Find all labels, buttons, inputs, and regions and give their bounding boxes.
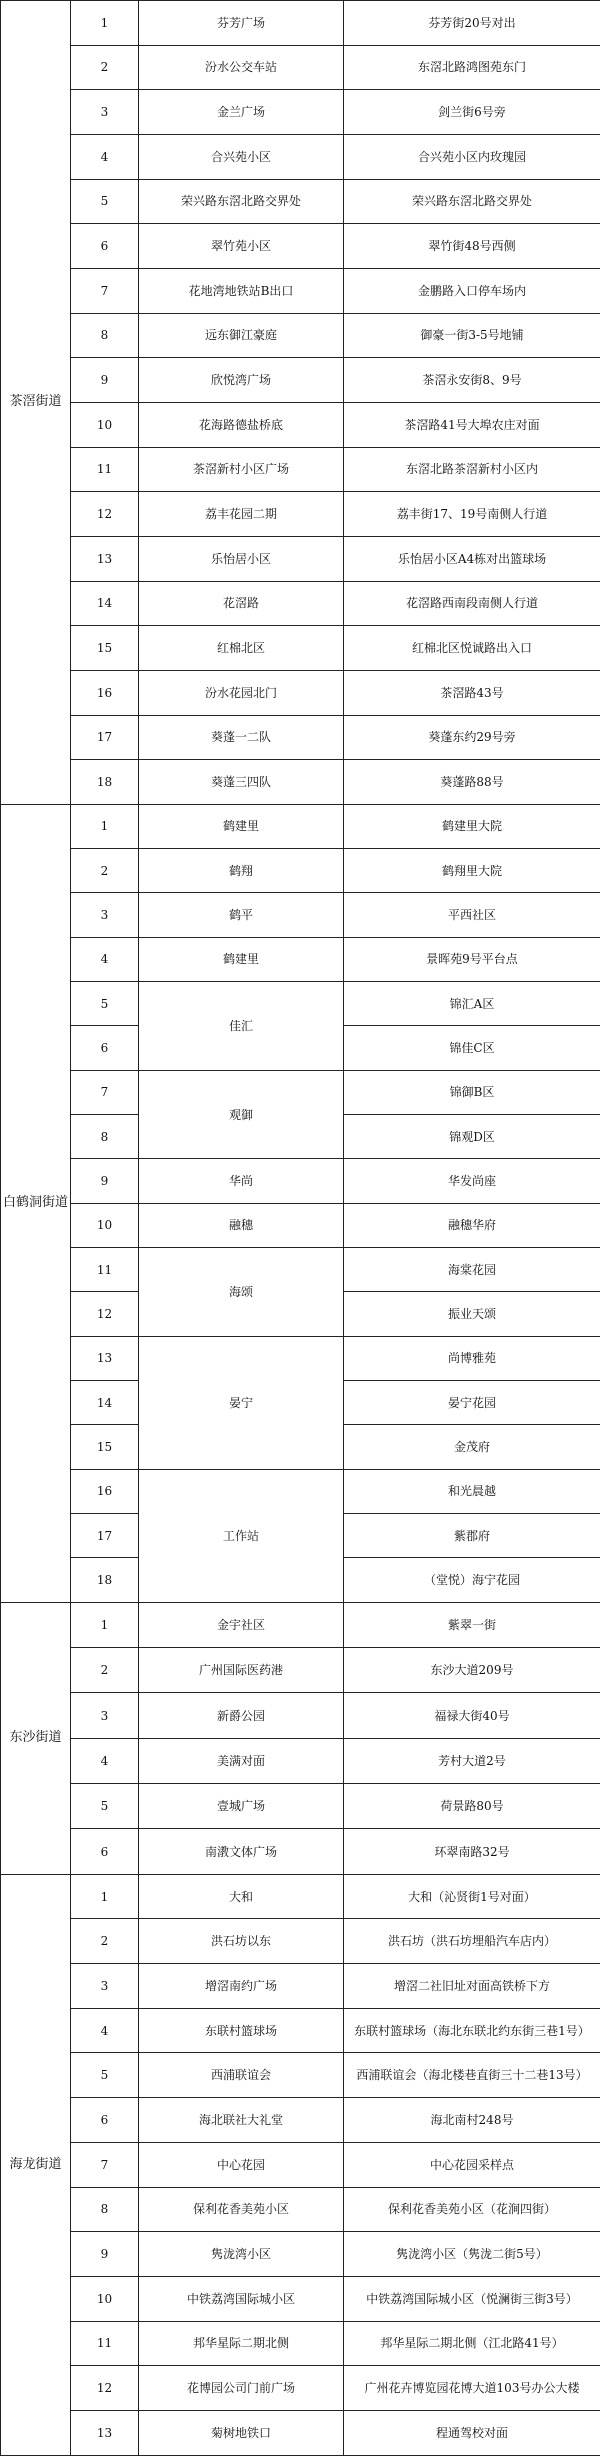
row-number-cell: 3 [71,1693,139,1738]
sampling-site-cell: 中铁荔湾国际城小区 [139,2276,344,2321]
table-row [1,2053,600,2098]
sampling-site-cell: 红棉北区 [139,626,344,671]
table-row [1,492,600,537]
row-number-cell: 8 [71,2187,139,2232]
row-number-cell: 7 [71,1070,139,1114]
table-row [1,670,600,715]
address-cell: 鹤翔里大院 [344,849,600,893]
table-row [1,937,600,981]
sampling-site-cell: 佳汇 [139,982,344,1071]
table-row [1,1602,600,1647]
row-number-cell: 16 [71,1469,139,1513]
row-number-cell: 2 [71,1919,139,1964]
address-cell: 华发尚座 [344,1159,600,1203]
address-cell: 芳村大道2号 [344,1738,600,1783]
row-number-cell: 5 [71,1784,139,1829]
address-cell: 御豪一街3-5号地铺 [344,313,600,358]
row-number-cell: 3 [71,90,139,135]
row-number-cell: 5 [71,179,139,224]
row-number-cell: 6 [71,1026,139,1070]
row-number-cell: 6 [71,1829,139,1874]
table-row [1,1159,600,1203]
table-row [1,1829,600,1874]
sampling-site-cell: 茶滘新村小区广场 [139,447,344,492]
address-cell: 东滘北路鸿图苑东门 [344,45,600,90]
address-cell: 合兴苑小区内玫瑰园 [344,134,600,179]
address-cell: 尚博雅苑 [344,1336,600,1380]
row-number-cell: 13 [71,536,139,581]
row-number-cell: 16 [71,670,139,715]
row-number-cell: 3 [71,1964,139,2009]
row-number-cell: 4 [71,2008,139,2053]
address-cell: 东联村篮球场（海北东联北约东街三巷1号） [344,2008,600,2053]
sampling-site-cell: 菊树地铁口 [139,2410,344,2455]
row-number-cell: 9 [71,358,139,403]
row-number-cell: 1 [71,1874,139,1919]
row-number-cell: 9 [71,2232,139,2277]
address-cell: 东滘北路茶滘新村小区内 [344,447,600,492]
address-cell: 花滘路西南段南侧人行道 [344,581,600,626]
street-name-cell: 白鹤洞街道 [1,804,71,1602]
address-cell: 荷景路80号 [344,1784,600,1829]
sampling-site-cell: 合兴苑小区 [139,134,344,179]
sampling-site-cell: 新爵公园 [139,1693,344,1738]
sampling-site-cell: 中心花园 [139,2142,344,2187]
table-row [1,1203,600,1247]
row-number-cell: 6 [71,224,139,269]
sampling-site-cell: 荔丰花园二期 [139,492,344,537]
row-number-cell: 8 [71,313,139,358]
address-cell: 锦观D区 [344,1115,600,1159]
sampling-site-cell: 欣悦湾广场 [139,358,344,403]
sampling-site-cell: 鹤建里 [139,937,344,981]
table-row [1,1874,600,1919]
row-number-cell: 10 [71,2276,139,2321]
table-row [1,402,600,447]
table-body [1,1,600,2456]
sampling-site-cell: 晏宁 [139,1336,344,1469]
row-number-cell: 14 [71,581,139,626]
sampling-site-cell: 南漖文体广场 [139,1829,344,1874]
row-number-cell: 2 [71,45,139,90]
address-cell: 金鹏路入口停车场内 [344,268,600,313]
row-number-cell: 12 [71,1292,139,1336]
address-cell: 葵蓬东约29号旁 [344,715,600,760]
table-row [1,1469,600,1513]
address-cell: 福禄大街40号 [344,1693,600,1738]
address-cell: 红棉北区悦诚路出入口 [344,626,600,671]
sampling-site-cell: 葵蓬一二队 [139,715,344,760]
address-cell: 增滘二社旧址对面高铁桥下方 [344,1964,600,2009]
address-cell: 中铁荔湾国际城小区（悦澜街三街3号） [344,2276,600,2321]
address-cell: 乐怡居小区A4栋对出篮球场 [344,536,600,581]
row-number-cell: 3 [71,893,139,937]
street-name-cell: 东沙街道 [1,1602,71,1874]
sampling-site-cell: 美满对面 [139,1738,344,1783]
address-cell: 茶滘路41号大埠农庄对面 [344,402,600,447]
address-cell: 鹤建里大院 [344,804,600,848]
address-cell: 景晖苑9号平台点 [344,937,600,981]
row-number-cell: 4 [71,134,139,179]
table-row [1,134,600,179]
address-cell: 洪石坊（洪石坊埋船汽车店内） [344,1919,600,1964]
table-row [1,2008,600,2053]
sampling-site-cell: 海颂 [139,1248,344,1337]
table-row [1,1964,600,2009]
sampling-site-cell: 壹城广场 [139,1784,344,1829]
address-cell: 葵蓬路88号 [344,760,600,805]
table-row [1,626,600,671]
row-number-cell: 10 [71,402,139,447]
row-number-cell: 12 [71,492,139,537]
row-number-cell: 11 [71,2321,139,2366]
sampling-site-cell: 鹤建里 [139,804,344,848]
sampling-site-cell: 花海路德盐桥底 [139,402,344,447]
row-number-cell: 5 [71,2053,139,2098]
sampling-site-cell: 花博园公司门前广场 [139,2366,344,2411]
table-row [1,1648,600,1693]
sampling-site-cell: 海北联社大礼堂 [139,2098,344,2143]
address-cell: 海棠花园 [344,1248,600,1292]
row-number-cell: 17 [71,1514,139,1558]
table-row [1,1919,600,1964]
address-cell: 金茂府 [344,1425,600,1469]
address-cell: 西浦联谊会（海北楼巷直街三十二巷13号） [344,2053,600,2098]
address-cell: 程通驾校对面 [344,2410,600,2455]
address-cell: 锦佳C区 [344,1026,600,1070]
table-row [1,849,600,893]
address-cell: 荣兴路东滘北路交界处 [344,179,600,224]
row-number-cell: 11 [71,1248,139,1292]
table-row [1,1784,600,1829]
address-cell: 海北南村248号 [344,2098,600,2143]
address-cell: 东沙大道209号 [344,1648,600,1693]
sampling-site-cell: 汾水花园北门 [139,670,344,715]
address-cell: 紫翠一街 [344,1602,600,1647]
table-row [1,982,600,1026]
sampling-site-cell: 西浦联谊会 [139,2053,344,2098]
sampling-site-cell: 金宇社区 [139,1602,344,1647]
table-row [1,45,600,90]
sampling-site-cell: 鹤平 [139,893,344,937]
row-number-cell: 5 [71,982,139,1026]
address-cell: 广州花卉博览园花博大道103号办公大楼 [344,2366,600,2411]
sampling-site-cell: 金兰广场 [139,90,344,135]
table-row [1,893,600,937]
sampling-site-cell: 大和 [139,1874,344,1919]
row-number-cell: 1 [71,1602,139,1647]
sampling-site-cell: 保利花香美苑小区 [139,2187,344,2232]
sampling-site-cell: 鹤翔 [139,849,344,893]
address-cell: 邦华星际二期北侧（江北路41号） [344,2321,600,2366]
table-row [1,358,600,403]
sampling-site-cell: 隽泷湾小区 [139,2232,344,2277]
sampling-site-cell: 增滘南约广场 [139,1964,344,2009]
street-name-cell: 茶滘街道 [1,1,71,805]
table-row [1,2366,600,2411]
address-cell: 晏宁花园 [344,1381,600,1425]
sampling-site-cell: 华尚 [139,1159,344,1203]
address-cell: 大和（沁贤街1号对面） [344,1874,600,1919]
table-row [1,1248,600,1292]
row-number-cell: 14 [71,1381,139,1425]
address-cell: 剑兰街6号旁 [344,90,600,135]
row-number-cell: 1 [71,1,139,46]
table-row [1,760,600,805]
row-number-cell: 9 [71,1159,139,1203]
sampling-site-cell: 花滘路 [139,581,344,626]
address-cell: 隽泷湾小区（隽泷二街5号） [344,2232,600,2277]
row-number-cell: 7 [71,268,139,313]
row-number-cell: 8 [71,1115,139,1159]
table-row [1,224,600,269]
row-number-cell: 17 [71,715,139,760]
address-cell: 环翠南路32号 [344,1829,600,1874]
table-row [1,268,600,313]
table-row [1,2232,600,2277]
row-number-cell: 2 [71,1648,139,1693]
sampling-site-cell: 乐怡居小区 [139,536,344,581]
sampling-site-cell: 花地湾地铁站B出口 [139,268,344,313]
table-row [1,1336,600,1380]
table-row [1,581,600,626]
sampling-site-cell: 远东御江豪庭 [139,313,344,358]
address-cell: 锦汇A区 [344,982,600,1026]
sampling-site-cell: 汾水公交车站 [139,45,344,90]
address-cell: 荔丰街17、19号南侧人行道 [344,492,600,537]
table-row [1,447,600,492]
table-row [1,1738,600,1783]
address-cell: 茶滘永安街8、9号 [344,358,600,403]
row-number-cell: 7 [71,2142,139,2187]
row-number-cell: 15 [71,626,139,671]
row-number-cell: 11 [71,447,139,492]
table-row [1,179,600,224]
street-name-cell: 海龙街道 [1,1874,71,2455]
address-cell: 振业天颂 [344,1292,600,1336]
row-number-cell: 2 [71,849,139,893]
table-row [1,536,600,581]
row-number-cell: 4 [71,937,139,981]
row-number-cell: 6 [71,2098,139,2143]
sampling-site-cell: 洪石坊以东 [139,1919,344,1964]
table-row [1,2276,600,2321]
sampling-site-cell: 芬芳广场 [139,1,344,46]
row-number-cell: 12 [71,2366,139,2411]
address-cell: 茶滘路43号 [344,670,600,715]
row-number-cell: 18 [71,1558,139,1602]
table-row [1,2187,600,2232]
table-row [1,2098,600,2143]
address-cell: 翠竹街48号西侧 [344,224,600,269]
address-cell: 和光晨越 [344,1469,600,1513]
row-number-cell: 4 [71,1738,139,1783]
sampling-site-cell: 广州国际医药港 [139,1648,344,1693]
row-number-cell: 13 [71,1336,139,1380]
address-cell: 紫郡府 [344,1514,600,1558]
sampling-site-cell: 工作站 [139,1469,344,1602]
sampling-site-cell: 融穗 [139,1203,344,1247]
address-cell: 保利花香美苑小区（花涧四街） [344,2187,600,2232]
address-cell: 融穗华府 [344,1203,600,1247]
table-row [1,715,600,760]
row-number-cell: 15 [71,1425,139,1469]
sampling-site-cell: 观御 [139,1070,344,1159]
sampling-site-cell: 葵蓬三四队 [139,760,344,805]
sampling-site-cell: 荣兴路东滘北路交界处 [139,179,344,224]
row-number-cell: 18 [71,760,139,805]
address-cell: （堂悦）海宁花园 [344,1558,600,1602]
table-row [1,1693,600,1738]
address-cell: 锦御B区 [344,1070,600,1114]
table-row [1,1,600,46]
table-row [1,313,600,358]
address-cell: 芬芳街20号对出 [344,1,600,46]
table-row [1,804,600,848]
address-cell: 平西社区 [344,893,600,937]
table-row [1,2410,600,2455]
table-row [1,90,600,135]
sampling-site-cell: 翠竹苑小区 [139,224,344,269]
table-row [1,2142,600,2187]
row-number-cell: 1 [71,804,139,848]
sampling-site-cell: 邦华星际二期北侧 [139,2321,344,2366]
table-row [1,1070,600,1114]
row-number-cell: 13 [71,2410,139,2455]
address-cell: 中心花园采样点 [344,2142,600,2187]
sampling-site-cell: 东联村篮球场 [139,2008,344,2053]
table-row [1,2321,600,2366]
row-number-cell: 10 [71,1203,139,1247]
